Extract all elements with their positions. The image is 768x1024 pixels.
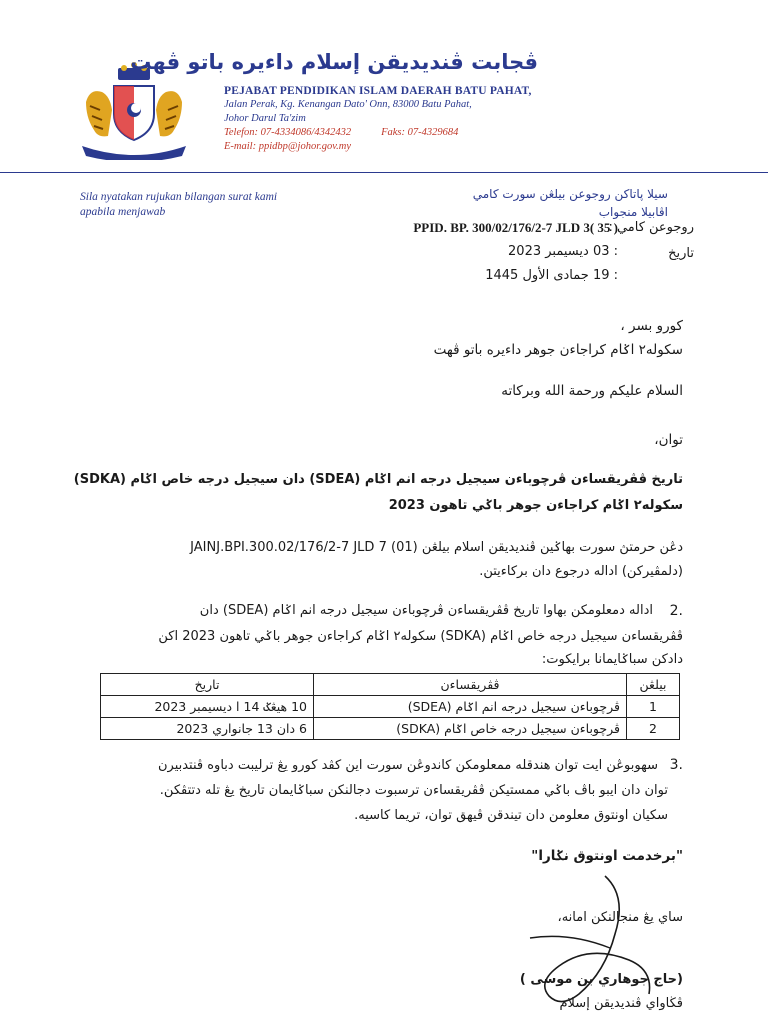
recipient-line-1: كورو بسر ، xyxy=(620,318,683,334)
paragraph-2-line-1: اداله دمعلومكن بهاوا تاريخ ڤڤريقساءن ڤرچوباءن سيجيل درجه انم اݢام (SDEA) دان xyxy=(199,603,653,618)
reference-label: روجوعن كامي : xyxy=(608,220,694,235)
date-hijri: : 19 جمادى الأول 1445 xyxy=(485,268,618,283)
greeting: السلام عليكم ورحمة الله وبركاته xyxy=(501,383,683,399)
reference-note-jawi-line2: اڤابيلا منجواب xyxy=(598,205,668,219)
table-header-row xyxy=(101,674,680,696)
exam-schedule-table xyxy=(100,673,680,740)
reference-number: PPID. BP. 300/02/176/2-7 JLD 3( 35 ) xyxy=(413,220,618,235)
fax-number: Faks: 07-4329684 xyxy=(381,127,459,138)
subject-line-1: تاريخ ڤڤريقساءن ڤرچوباءن سيجيل درجه انم اݢام (SDEA) دان سيجيل درجه خاص اݢام (SDKA) xyxy=(73,472,683,487)
paragraph-2-line-3: دادكن سباݢايمانا برايكوت: xyxy=(541,652,683,667)
signatory-name: (حاج جوهاري بن موسى ) xyxy=(519,972,683,987)
office-name: PEJABAT PENDIDIKAN ISLAM DAERAH BATU PAHAT, xyxy=(224,85,532,97)
phone-number: Telefon: 07-4334086/4342432 xyxy=(224,127,352,138)
reference-note-latin xyxy=(80,190,340,220)
address-line-1: Jalan Perak, Kg. Kenangan Dato' Onn, 83000 Batu Pahat, xyxy=(224,99,472,110)
email-address: E-mail: ppidbp@johor.gov.my xyxy=(224,141,351,152)
reference-note-jawi-line1: سيلا ڽاتاكن روجوعن بيلڠن سورت كامي xyxy=(472,187,668,201)
paragraph-1-line-1: دڠن حرمتڽ سورت بهاݢين ڤنديديقن اسلام بيلڠن (01) JAINJ.BPI.300.02/176/2-7 JLD 7 xyxy=(190,540,683,555)
header-number: بيلڠن xyxy=(627,674,680,696)
recipient-line-2: سکوله٢ اݢام كراجاءن جوهر داءيره باتو ڤهت xyxy=(433,342,683,358)
johor-crest-logo xyxy=(78,62,190,160)
header-exam: ڤڤريقساءن xyxy=(314,674,627,696)
row-number: 2 xyxy=(627,718,680,740)
paragraph-1-line-2: (دلمڤيركن) اداله درجوع دان بركاءيتن. xyxy=(479,564,683,579)
salutation: توان، xyxy=(654,432,683,448)
row-number: 1 xyxy=(627,696,680,718)
date-gregorian: : 03 ديسيمبر 2023 xyxy=(508,244,618,259)
paragraph-3-line-1: سهوبوڠن ايت توان هندقله ممعلومكن كاندوڠن سورت اين كڤد كورو يڠ ترليبت دباوه ڤنتدبيرن xyxy=(157,758,658,773)
signatory-title: ڤڬاواي ڤنديديقن إسلام xyxy=(559,996,683,1011)
row-exam: ڤرچوباءن سيجيل درجه خاص اݢام (SDKA) xyxy=(314,718,627,740)
address-line-2: Johor Darul Ta'zim xyxy=(224,113,306,124)
paragraph-3-line-3: سكيان اونتوق معلومن دان تيندقن ڤيهق توان، تريما كاسيه. xyxy=(354,808,668,823)
subject-line-2: سکوله٢ اݢام كراجاءن جوهر باݢي تاهون 2023 xyxy=(388,498,683,513)
paragraph-2-line-2: ڤڤريقساءن سيجيل درجه خاص اݢام (SDKA) سکوله٢ اݢام كراجاءن جوهر باݢي تاهون 2023 اكن xyxy=(158,629,683,644)
paragraph-2-number: 2. xyxy=(669,603,683,619)
row-date: 10 هيڠݢ 14 ا ديسيمبر 2023 xyxy=(101,696,314,718)
paragraph-3-number: 3. xyxy=(669,757,683,773)
reference-note-latin-line2: apabila menjawab xyxy=(80,206,166,218)
row-exam: ڤرچوباءن سيجيل درجه انم اݢام (SDEA) xyxy=(314,696,627,718)
paragraph-3-line-2: توان دان ايبو باڤ باݢي ممستيكن ڤڤريقساءن ترسبوت دجالنكن سباݢايمان تاريخ يڠ تله دتتڤكن. xyxy=(159,783,668,798)
header-date: تاريخ xyxy=(101,674,314,696)
table-row xyxy=(101,696,680,718)
contact-line xyxy=(224,127,458,138)
reference-note-jawi xyxy=(473,185,668,221)
letterhead-divider xyxy=(0,172,768,173)
reference-note-latin-line1: Sila nyatakan rujukan bilangan surat kami xyxy=(80,191,278,203)
office-name-jawi: ڤجابت ڤنديديقن إسلام داءيره باتو ڤهت xyxy=(130,50,538,74)
row-date: 6 دان 13 جانواري 2023 xyxy=(101,718,314,740)
signoff-line: ساي يڠ منجالنكن امانه، xyxy=(557,910,683,925)
motto: "برخدمت اونتوق نݢارا" xyxy=(531,848,683,864)
date-label: تاريخ xyxy=(668,246,694,261)
table-row xyxy=(101,718,680,740)
